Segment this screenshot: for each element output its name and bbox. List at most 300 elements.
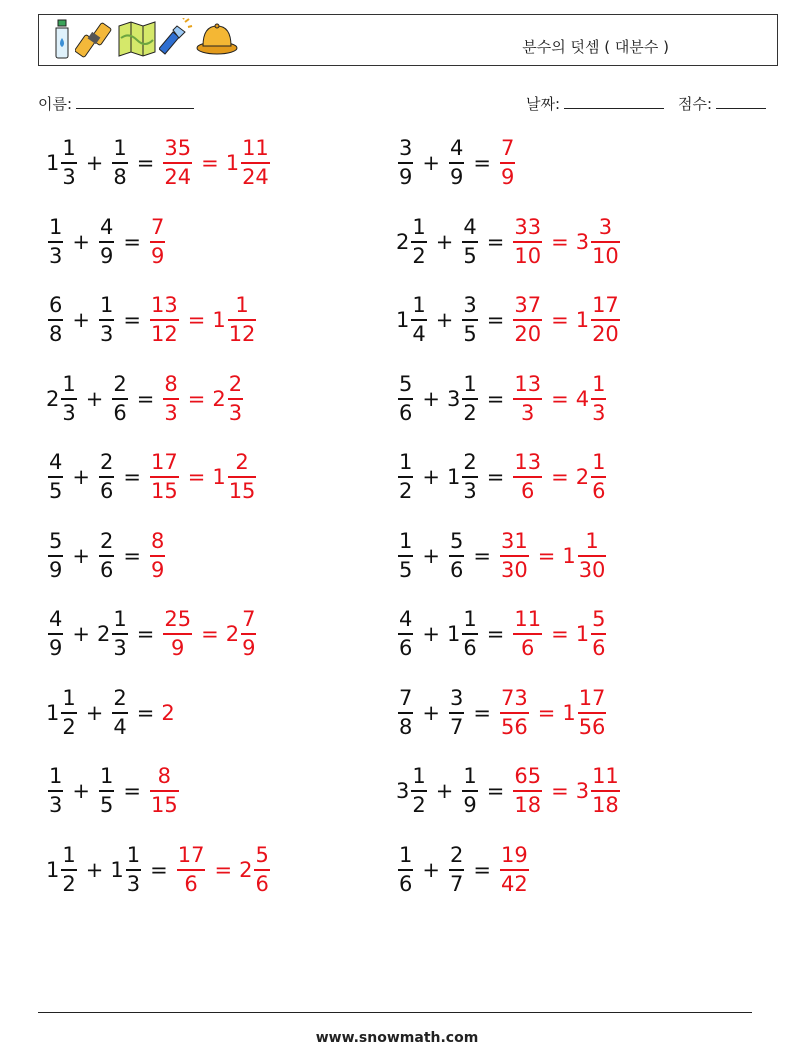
term-denominator: 3 — [126, 872, 141, 896]
mixed-numerator: 5 — [592, 607, 606, 631]
answer-fraction — [150, 217, 165, 267]
flashlight-icon — [159, 18, 193, 60]
mixed-numerator: 1 — [592, 450, 606, 474]
answer — [161, 374, 245, 424]
name-label: 이름: — [38, 95, 73, 113]
term-fraction — [462, 609, 477, 659]
problem-17 — [46, 761, 181, 821]
equals-sign: = — [486, 387, 505, 411]
equals-sign: = — [473, 544, 491, 568]
mixed-numerator: 17 — [592, 293, 619, 317]
problem-9 — [46, 447, 258, 507]
term-numerator: 1 — [113, 607, 127, 631]
term-numerator: 1 — [62, 843, 76, 867]
plus-sign: + — [422, 387, 440, 411]
term-fraction — [398, 609, 413, 659]
answer-denominator: 15 — [150, 479, 178, 503]
answer-equals-sign: = — [551, 465, 569, 489]
mixed-denominator: 3 — [592, 401, 606, 425]
answer-equals-sign: = — [214, 858, 233, 882]
problem-18 — [396, 761, 622, 821]
answer-fraction — [513, 295, 542, 345]
term-numerator: 2 — [463, 450, 477, 474]
term-fraction — [48, 217, 63, 267]
term-numerator: 1 — [412, 215, 426, 239]
term-whole-number: 2 — [396, 230, 410, 254]
term-denominator: 9 — [449, 165, 464, 189]
answer-numerator: 35 — [164, 136, 192, 160]
answer-denominator: 9 — [150, 558, 165, 582]
equals-sign: = — [473, 701, 491, 725]
term-numerator: 1 — [463, 607, 477, 631]
term-fraction — [462, 766, 477, 816]
answer-fraction — [513, 609, 542, 659]
water-bottle-icon — [51, 18, 73, 60]
answer-fraction — [163, 374, 178, 424]
mixed-denominator: 18 — [592, 793, 619, 817]
answer-numerator: 33 — [514, 215, 542, 239]
answer-fraction — [177, 845, 206, 895]
answer — [511, 609, 608, 659]
mixed-numerator: 17 — [578, 686, 606, 710]
answer-numerator: 13 — [514, 450, 542, 474]
term-fraction — [449, 688, 464, 738]
term-fraction — [462, 452, 477, 502]
term-denominator: 9 — [463, 793, 477, 817]
problem-4 — [396, 212, 622, 272]
name-field — [38, 93, 194, 114]
term-numerator: 3 — [449, 686, 464, 710]
term-denominator: 2 — [412, 793, 426, 817]
equals-sign: = — [136, 701, 155, 725]
answer — [148, 452, 258, 502]
term-fraction — [61, 374, 76, 424]
term-denominator: 3 — [62, 401, 76, 425]
mixed-fraction — [228, 295, 257, 345]
mixed-whole-number: 3 — [575, 230, 590, 254]
term-denominator: 5 — [399, 558, 413, 582]
mixed-fraction — [241, 609, 256, 659]
mixed-fraction — [591, 374, 606, 424]
term-denominator: 4 — [113, 715, 127, 739]
equals-sign: = — [486, 230, 505, 254]
equals-sign: = — [123, 779, 141, 803]
term-numerator: 1 — [62, 686, 76, 710]
answer-fraction — [513, 217, 542, 267]
term-denominator: 6 — [113, 401, 127, 425]
answer-fraction — [500, 845, 529, 895]
answer-denominator: 9 — [150, 244, 165, 268]
answer-denominator: 15 — [150, 793, 178, 817]
answer-numerator: 8 — [150, 529, 165, 553]
answer-denominator: 10 — [514, 244, 542, 268]
term-fraction — [48, 766, 63, 816]
answer-fraction — [163, 138, 192, 188]
term-fraction — [61, 845, 76, 895]
problem-15 — [46, 683, 175, 743]
term-numerator: 1 — [62, 372, 76, 396]
answer-numerator: 37 — [514, 293, 542, 317]
answer-fraction — [513, 766, 542, 816]
term-numerator: 1 — [99, 764, 114, 788]
mixed-fraction — [591, 452, 606, 502]
term-fraction — [462, 374, 477, 424]
footer-url: www.snowmath.com — [315, 1030, 479, 1046]
answer — [148, 531, 167, 581]
term-fraction — [411, 295, 426, 345]
term-numerator: 1 — [412, 293, 426, 317]
plus-sign: + — [72, 308, 90, 332]
answer-numerator: 17 — [177, 843, 205, 867]
problem-8 — [396, 369, 608, 429]
plus-sign: + — [85, 858, 104, 882]
answer — [498, 138, 517, 188]
answer-denominator: 6 — [184, 872, 198, 896]
mixed-denominator: 3 — [228, 401, 243, 425]
term-numerator: 4 — [49, 607, 63, 631]
mixed-fraction — [578, 531, 607, 581]
mixed-fraction — [591, 217, 620, 267]
equals-sign: = — [486, 622, 505, 646]
problem-3 — [46, 212, 167, 272]
term-denominator: 2 — [399, 479, 413, 503]
footer-divider — [38, 1012, 752, 1013]
answer-equals-sign: = — [551, 779, 569, 803]
term-numerator: 1 — [99, 293, 114, 317]
term-denominator: 8 — [113, 165, 127, 189]
term-numerator: 6 — [49, 293, 63, 317]
term-denominator: 4 — [412, 322, 426, 346]
term-denominator: 8 — [399, 715, 413, 739]
term-whole-number: 2 — [46, 387, 60, 411]
answer-denominator: 30 — [500, 558, 528, 582]
mixed-numerator: 1 — [592, 372, 606, 396]
mixed-fraction — [591, 609, 606, 659]
problem-6 — [396, 290, 622, 350]
plus-sign: + — [72, 544, 90, 568]
term-numerator: 1 — [399, 529, 413, 553]
term-numerator: 2 — [113, 686, 127, 710]
mixed-numerator: 1 — [235, 293, 249, 317]
equals-sign: = — [150, 858, 168, 882]
term-denominator: 6 — [449, 558, 464, 582]
term-denominator: 5 — [49, 479, 63, 503]
term-fraction — [99, 217, 114, 267]
answer-numerator: 25 — [164, 607, 192, 631]
problem-16 — [396, 683, 608, 743]
answer — [175, 845, 272, 895]
term-fraction — [398, 688, 413, 738]
worksheet-header — [38, 14, 778, 66]
answer-denominator: 9 — [171, 636, 185, 660]
term-fraction — [61, 688, 76, 738]
answer-equals-sign: = — [551, 308, 569, 332]
answer-fraction — [500, 531, 529, 581]
term-numerator: 2 — [99, 450, 114, 474]
problem-12 — [396, 526, 608, 586]
answer — [511, 452, 608, 502]
mixed-numerator: 3 — [598, 215, 613, 239]
term-numerator: 4 — [399, 607, 413, 631]
answer-numerator: 13 — [514, 372, 542, 396]
mixed-whole-number: 2 — [225, 622, 240, 646]
equals-sign: = — [473, 151, 491, 175]
mixed-fraction — [578, 688, 607, 738]
term-denominator: 6 — [399, 401, 413, 425]
term-denominator: 3 — [99, 322, 114, 346]
mixed-whole-number: 1 — [212, 308, 226, 332]
term-numerator: 4 — [99, 215, 114, 239]
answer-denominator: 18 — [514, 793, 542, 817]
term-fraction — [48, 452, 63, 502]
equals-sign: = — [136, 151, 155, 175]
equals-sign: = — [473, 858, 491, 882]
equals-sign: = — [123, 544, 141, 568]
term-fraction — [411, 766, 426, 816]
term-numerator: 1 — [463, 372, 477, 396]
problem-7 — [46, 369, 245, 429]
equals-sign: = — [123, 465, 141, 489]
term-whole-number: 1 — [446, 622, 461, 646]
term-fraction — [449, 845, 464, 895]
plus-sign: + — [435, 308, 454, 332]
answer-equals-sign: = — [537, 544, 556, 568]
mixed-whole-number: 1 — [562, 701, 576, 725]
answer — [511, 295, 621, 345]
answer-denominator: 6 — [521, 479, 535, 503]
term-fraction — [449, 531, 464, 581]
answer-numerator: 73 — [500, 686, 528, 710]
answer-fraction — [513, 452, 542, 502]
answer-fraction — [500, 138, 515, 188]
term-denominator: 6 — [99, 479, 114, 503]
plus-sign: + — [422, 465, 440, 489]
term-denominator: 6 — [399, 872, 413, 896]
term-numerator: 4 — [463, 215, 477, 239]
answer-denominator: 24 — [164, 165, 192, 189]
term-fraction — [398, 374, 413, 424]
answer-equals-sign: = — [201, 151, 219, 175]
answer — [511, 217, 621, 267]
answer — [511, 374, 608, 424]
mixed-numerator: 1 — [585, 529, 599, 553]
term-fraction — [462, 217, 477, 267]
answer-fraction — [163, 609, 192, 659]
mixed-whole-number: 1 — [212, 465, 226, 489]
answer-denominator: 9 — [500, 165, 515, 189]
date-field — [526, 93, 664, 114]
problem-5 — [46, 290, 258, 350]
term-numerator: 5 — [449, 529, 464, 553]
term-denominator: 9 — [49, 636, 63, 660]
term-denominator: 5 — [463, 244, 477, 268]
answer-numerator: 8 — [164, 372, 178, 396]
answer-equals-sign: = — [551, 387, 569, 411]
answer — [511, 766, 621, 816]
answer-numerator: 19 — [500, 843, 528, 867]
term-fraction — [112, 374, 127, 424]
equals-sign: = — [486, 308, 505, 332]
plus-sign: + — [422, 151, 440, 175]
term-whole-number: 1 — [396, 308, 410, 332]
mixed-whole-number: 2 — [239, 858, 253, 882]
answer-equals-sign: = — [187, 465, 206, 489]
answer-fraction — [150, 452, 179, 502]
score-label: 점수: — [678, 95, 713, 113]
plus-sign: + — [435, 779, 454, 803]
answer-fraction — [150, 531, 165, 581]
equals-sign: = — [136, 622, 155, 646]
term-numerator: 5 — [399, 372, 413, 396]
mixed-denominator: 12 — [228, 322, 256, 346]
term-fraction — [398, 452, 413, 502]
answer-numerator: 8 — [157, 764, 172, 788]
term-denominator: 7 — [449, 872, 464, 896]
problem-13 — [46, 604, 258, 664]
answer-equals-sign: = — [187, 308, 206, 332]
mixed-numerator: 5 — [255, 843, 269, 867]
term-numerator: 1 — [49, 215, 63, 239]
mixed-fraction — [228, 374, 243, 424]
answer-denominator: 3 — [164, 401, 178, 425]
answer — [161, 609, 258, 659]
term-denominator: 3 — [49, 244, 63, 268]
pith-helmet-icon — [195, 18, 239, 60]
plus-sign: + — [72, 622, 90, 646]
plus-sign: + — [422, 622, 440, 646]
mixed-denominator: 30 — [578, 558, 606, 582]
plus-sign: + — [72, 465, 90, 489]
answer-denominator: 12 — [150, 322, 178, 346]
mixed-whole-number: 2 — [212, 387, 226, 411]
mixed-fraction — [254, 845, 269, 895]
worksheet-title: 분수의 덧셈 ( 대분수 ) — [522, 38, 669, 56]
mixed-denominator: 6 — [255, 872, 269, 896]
mixed-denominator: 9 — [242, 636, 256, 660]
term-denominator: 5 — [463, 322, 477, 346]
term-denominator: 3 — [49, 793, 63, 817]
mixed-denominator: 6 — [592, 636, 606, 660]
term-denominator: 9 — [399, 165, 413, 189]
score-blank[interactable] — [716, 94, 766, 109]
term-denominator: 6 — [99, 558, 114, 582]
term-whole-number: 2 — [96, 622, 111, 646]
mixed-fraction — [241, 138, 270, 188]
mixed-denominator: 20 — [592, 322, 619, 346]
term-numerator: 1 — [62, 136, 76, 160]
term-numerator: 1 — [412, 764, 426, 788]
mixed-numerator: 2 — [228, 372, 243, 396]
term-denominator: 6 — [463, 636, 477, 660]
term-fraction — [398, 531, 413, 581]
problem-19 — [46, 840, 272, 900]
answer — [498, 531, 608, 581]
map-icon — [117, 18, 157, 60]
term-fraction — [99, 531, 114, 581]
term-denominator: 5 — [99, 793, 114, 817]
mixed-denominator: 6 — [592, 479, 606, 503]
term-denominator: 3 — [463, 479, 477, 503]
answer-equals-sign: = — [187, 387, 206, 411]
answer — [498, 845, 531, 895]
term-fraction — [126, 845, 141, 895]
term-fraction — [112, 688, 127, 738]
term-fraction — [411, 217, 426, 267]
plus-sign: + — [85, 387, 104, 411]
term-fraction — [112, 138, 127, 188]
term-fraction — [99, 452, 114, 502]
binoculars-icon — [75, 18, 115, 60]
term-numerator: 2 — [113, 372, 127, 396]
plus-sign: + — [72, 779, 90, 803]
score-field — [678, 93, 766, 114]
term-denominator: 9 — [49, 558, 63, 582]
date-label: 날짜: — [526, 95, 561, 113]
term-numerator: 7 — [399, 686, 413, 710]
answer-numerator: 13 — [150, 293, 178, 317]
answer-denominator: 3 — [521, 401, 535, 425]
mixed-fraction — [228, 452, 257, 502]
term-whole-number: 1 — [46, 858, 60, 882]
term-denominator: 9 — [99, 244, 114, 268]
term-numerator: 3 — [463, 293, 477, 317]
term-denominator: 8 — [49, 322, 63, 346]
answer-equals-sign: = — [551, 230, 569, 254]
term-fraction — [449, 138, 464, 188]
plus-sign: + — [422, 544, 440, 568]
term-numerator: 2 — [449, 843, 464, 867]
term-denominator: 6 — [399, 636, 413, 660]
term-fraction — [48, 295, 63, 345]
term-fraction — [99, 295, 114, 345]
equals-sign: = — [136, 387, 155, 411]
term-denominator: 2 — [62, 715, 76, 739]
plus-sign: + — [85, 151, 104, 175]
answer-equals-sign: = — [551, 622, 569, 646]
answer-fraction — [513, 374, 542, 424]
answer — [161, 138, 271, 188]
term-numerator: 4 — [449, 136, 464, 160]
mixed-numerator: 7 — [242, 607, 256, 631]
problem-20 — [396, 840, 531, 900]
plus-sign: + — [422, 858, 440, 882]
answer — [498, 688, 608, 738]
term-denominator: 7 — [449, 715, 464, 739]
term-numerator: 1 — [49, 764, 63, 788]
problem-1 — [46, 133, 272, 193]
mixed-denominator: 10 — [592, 244, 619, 268]
answer-numerator: 17 — [150, 450, 178, 474]
mixed-whole-number: 1 — [575, 622, 590, 646]
term-fraction — [398, 845, 413, 895]
answer-numerator: 7 — [500, 136, 515, 160]
name-blank[interactable] — [76, 94, 194, 109]
mixed-denominator: 15 — [228, 479, 256, 503]
date-blank[interactable] — [564, 94, 664, 109]
answer — [161, 701, 174, 725]
term-fraction — [48, 531, 63, 581]
term-numerator: 1 — [399, 843, 413, 867]
answer-numerator: 65 — [514, 764, 542, 788]
answer-numerator: 11 — [514, 607, 542, 631]
plus-sign: + — [435, 230, 454, 254]
equals-sign: = — [123, 230, 141, 254]
term-numerator: 1 — [126, 843, 141, 867]
answer — [148, 295, 258, 345]
equals-sign: = — [486, 779, 505, 803]
term-denominator: 2 — [412, 244, 426, 268]
term-denominator: 2 — [62, 872, 76, 896]
